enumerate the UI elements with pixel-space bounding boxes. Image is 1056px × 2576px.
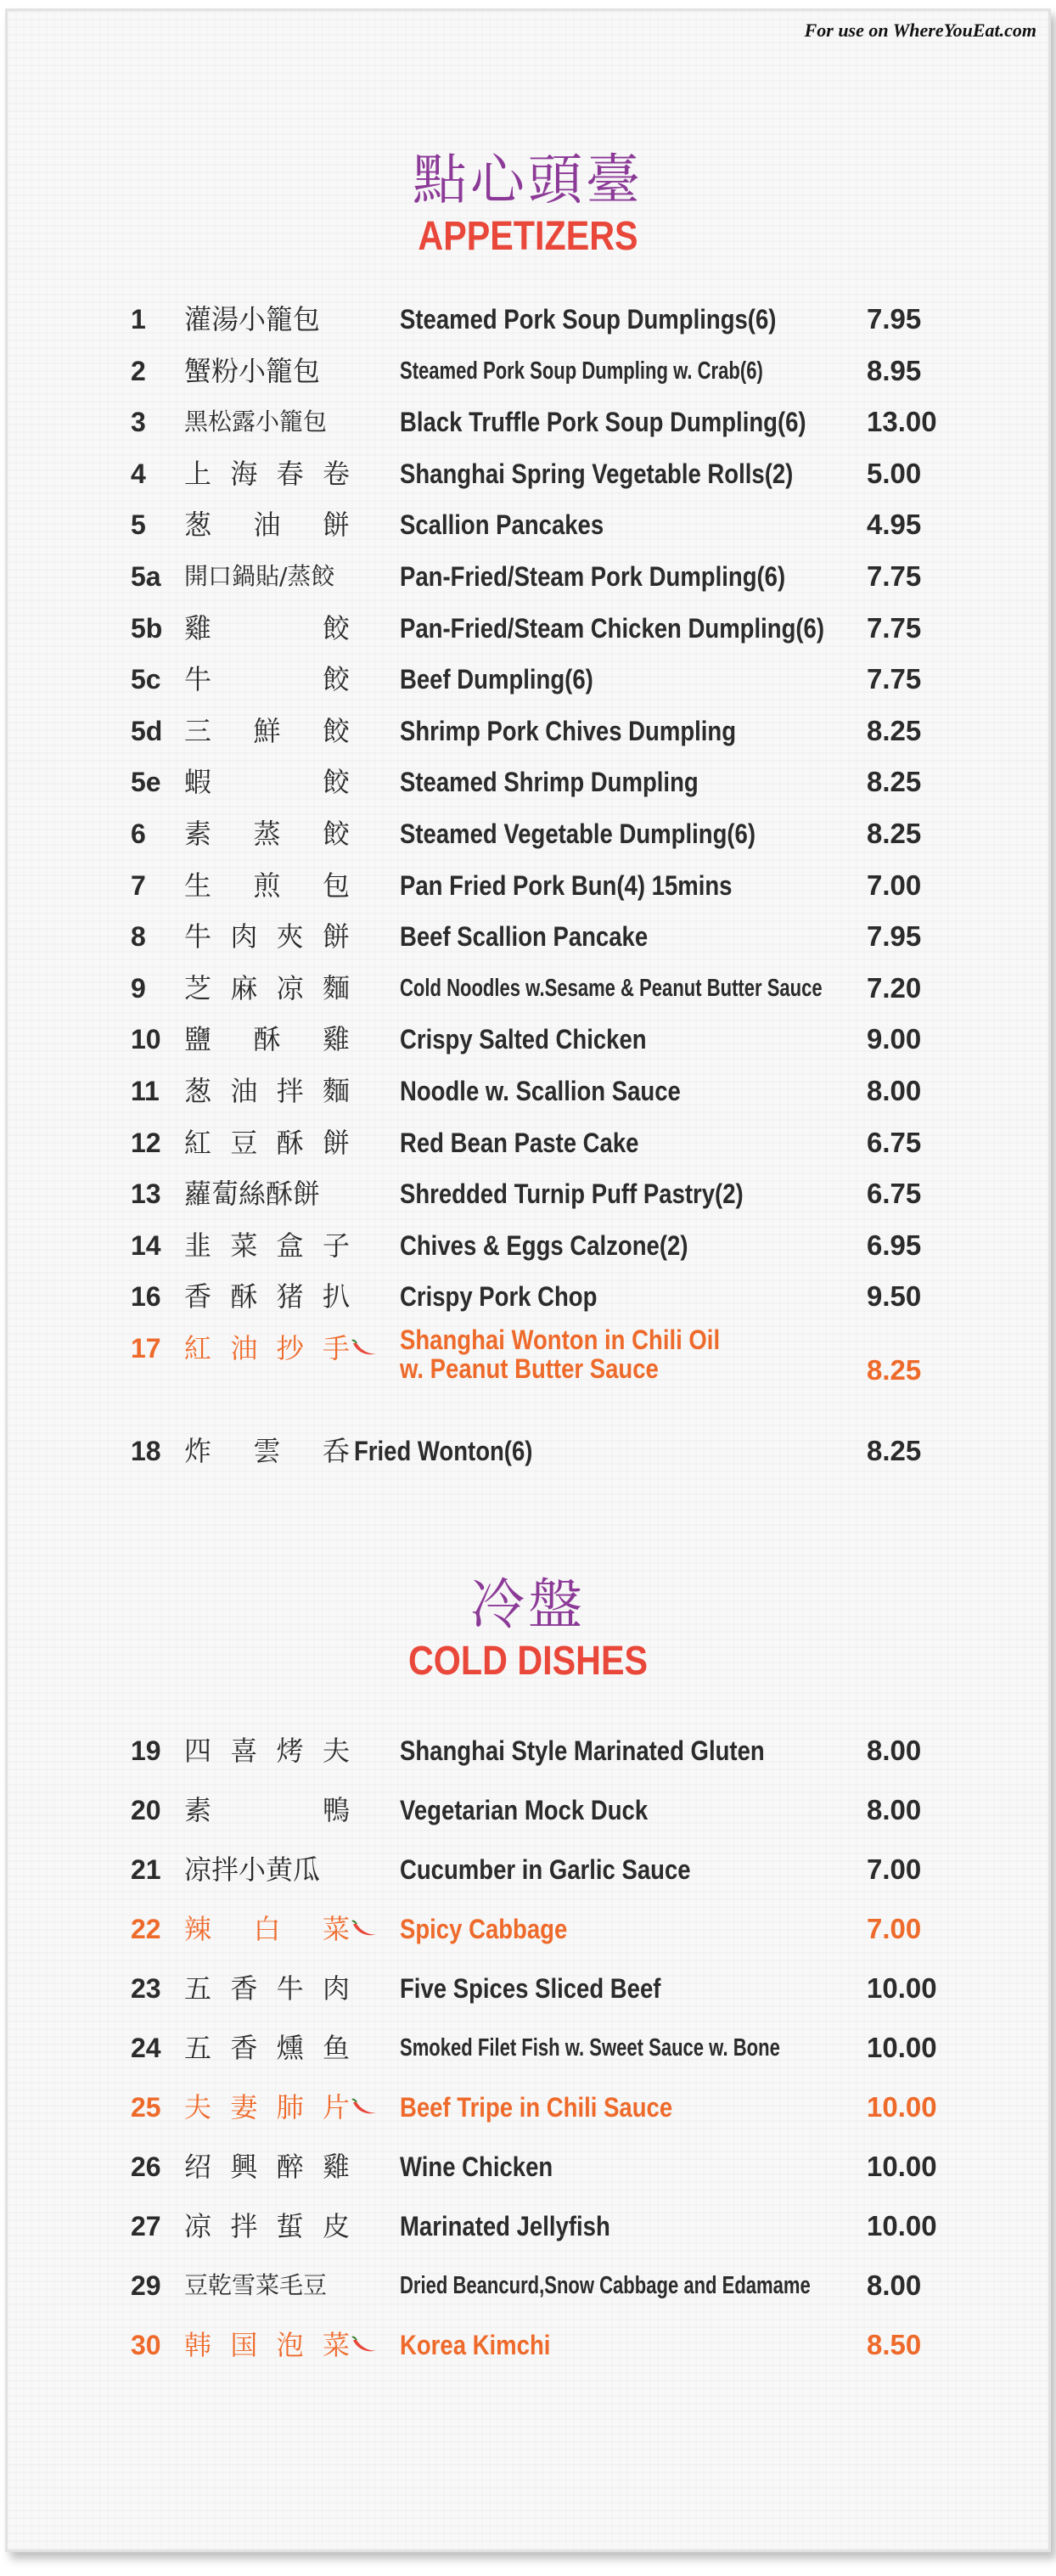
menu-item	[8, 1170, 1048, 1218]
menu-item	[8, 2024, 1048, 2072]
menu-item	[8, 1965, 1048, 2012]
item-price: 6.95	[867, 1229, 922, 1261]
item-number: 9	[131, 972, 146, 1004]
item-name-en: Steamed Pork Soup Dumplings(6)	[400, 304, 777, 335]
item-price: 13.00	[867, 406, 937, 438]
item-number: 5	[131, 509, 146, 541]
item-name-zh: 蘿蔔絲酥餅	[184, 1178, 321, 1211]
item-price: 10.00	[867, 1972, 937, 2004]
menu-item	[8, 2143, 1048, 2191]
menu-item	[8, 655, 1048, 703]
item-name-en: Wine Chicken	[400, 2151, 553, 2182]
item-name-en: Vegetarian Mock Duck	[400, 1795, 649, 1825]
item-price: 8.00	[867, 1735, 922, 1766]
item-name-en-line2: w. Peanut Butter Sauce	[400, 1353, 659, 1384]
item-name-en: Shrimp Pork Chives Dumpling	[400, 715, 737, 746]
item-number: 5a	[131, 561, 161, 592]
item-number: 20	[131, 1795, 161, 1825]
item-price: 7.00	[867, 1913, 922, 1944]
item-number: 5c	[131, 664, 161, 695]
item-number: 3	[131, 407, 146, 438]
item-name-en: Steamed Pork Soup Dumpling w. Crab(6)	[400, 357, 763, 385]
menu-item	[8, 2202, 1048, 2250]
item-number: 12	[131, 1127, 161, 1158]
item-number: 16	[131, 1281, 161, 1313]
item-number: 27	[131, 2211, 161, 2241]
chili-pepper-icon	[351, 1338, 380, 1358]
chili-pepper-icon	[351, 1919, 380, 1939]
item-number: 29	[131, 2270, 161, 2301]
menu-item	[8, 1846, 1048, 1893]
item-name-en: Noodle w. Scallion Sauce	[400, 1076, 681, 1106]
item-name-zh: 五 香 燻 鱼	[184, 2032, 350, 2064]
menu-item	[8, 1786, 1048, 1834]
item-price: 9.50	[867, 1280, 922, 1313]
item-price: 8.00	[867, 1794, 922, 1825]
item-name-zh: 葱 油 餅	[184, 509, 350, 542]
item-price: 10.00	[867, 2151, 937, 2182]
chili-pepper-icon	[351, 2097, 380, 2118]
item-price: 6.75	[867, 1126, 922, 1158]
item-name-en: Beef Scallion Pancake	[400, 921, 649, 953]
menu-item	[8, 965, 1048, 1012]
menu-item	[8, 1067, 1048, 1115]
appetizers-title-zh: 點心頭臺	[413, 149, 643, 212]
menu-item	[8, 862, 1048, 909]
item-name-zh: 紅 油 抄 手	[184, 1332, 350, 1364]
item-number: 1	[131, 304, 146, 335]
menu-item	[8, 553, 1048, 600]
item-number: 19	[131, 1735, 161, 1766]
item-price: 9.00	[867, 1023, 922, 1055]
menu-item	[8, 1015, 1048, 1063]
item-name-zh: 上 海 春 卷	[184, 457, 350, 490]
item-name-en: Fried Wonton(6)	[354, 1436, 533, 1466]
item-price: 7.75	[867, 560, 922, 592]
item-price: 8.00	[867, 2269, 922, 2301]
item-name-en: Chives & Eggs Calzone(2)	[400, 1229, 688, 1261]
menu-item	[8, 1427, 1048, 1475]
item-name-en: Shanghai Wonton in Chili Oil	[400, 1325, 721, 1355]
item-name-zh: 五 香 牛 肉	[184, 1972, 350, 2005]
item-name-zh: 蝦 餃	[184, 766, 350, 799]
item-name-zh: 紅 豆 酥 餅	[184, 1126, 350, 1159]
item-name-zh: 牛 餃	[184, 663, 350, 696]
menu-item	[8, 1273, 1048, 1320]
item-price: 8.25	[867, 766, 922, 798]
menu-item	[8, 2262, 1048, 2309]
item-name-zh: 韩 国 泡 菜	[184, 2329, 350, 2361]
item-number: 21	[131, 1854, 161, 1885]
item-name-zh: 牛 肉 夾 餅	[184, 920, 350, 953]
item-name-en: Pan-Fried/Steam Pork Dumpling(6)	[400, 561, 786, 592]
item-price: 5.00	[867, 457, 922, 489]
menu-item	[8, 398, 1048, 446]
item-name-en: Dried Beancurd,Snow Cabbage and Edamame	[400, 2272, 811, 2299]
item-name-en: Shredded Turnip Puff Pastry(2)	[400, 1178, 744, 1210]
item-number: 7	[131, 869, 146, 901]
item-price: 8.25	[867, 1354, 922, 1386]
menu-item	[8, 605, 1048, 652]
item-name-zh: 绍 興 醉 雞	[184, 2151, 350, 2183]
menu-item	[8, 2084, 1048, 2131]
item-name-zh: 芝 麻 凉 麵	[184, 971, 350, 1004]
item-name-en: Black Truffle Pork Soup Dumpling(6)	[400, 407, 806, 438]
item-number: 8	[131, 921, 146, 953]
item-price: 8.25	[867, 714, 922, 746]
item-name-en: Pan Fried Pork Bun(4) 15mins	[400, 869, 733, 901]
item-number: 6	[131, 818, 146, 849]
item-price: 7.95	[867, 303, 922, 335]
menu-item	[8, 707, 1048, 755]
item-name-zh: 鹽 酥 雞	[184, 1023, 350, 1056]
cold-dishes-title-en: COLD DISHES	[407, 1639, 649, 1684]
item-name-en: Steamed Shrimp Dumpling	[400, 767, 699, 798]
item-price: 10.00	[867, 2210, 937, 2241]
menu-page	[5, 8, 1051, 2552]
menu-item	[8, 1325, 1048, 1386]
item-price: 8.00	[867, 1075, 922, 1106]
menu-item	[8, 913, 1048, 960]
item-name-zh: 黑松露小籠包	[184, 408, 328, 436]
item-name-zh: 三 鮮 餃	[184, 714, 350, 747]
menu-item	[8, 1222, 1048, 1269]
item-price: 6.75	[867, 1178, 922, 1210]
item-name-en: Smoked Filet Fish w. Sweet Sauce w. Bone	[400, 2034, 780, 2061]
menu-item	[8, 758, 1048, 806]
item-name-zh: 雞 餃	[184, 611, 350, 644]
item-name-en: Pan-Fried/Steam Chicken Dumpling(6)	[400, 612, 825, 644]
item-price: 10.00	[867, 2091, 937, 2123]
item-number: 4	[131, 458, 146, 489]
item-price: 8.25	[867, 1435, 922, 1466]
item-number: 22	[131, 1914, 161, 1944]
item-price: 7.95	[867, 920, 922, 953]
appetizers-header	[8, 149, 1048, 261]
item-name-en: Red Bean Paste Cake	[400, 1127, 639, 1158]
item-price: 7.00	[867, 869, 922, 901]
item-number: 26	[131, 2151, 161, 2182]
menu-item	[8, 1119, 1048, 1167]
item-number: 11	[131, 1076, 160, 1106]
item-number: 17	[131, 1333, 161, 1364]
item-price: 8.95	[867, 354, 922, 386]
item-name-zh: 夫 妻 肺 片	[184, 2091, 350, 2123]
menu-item	[8, 501, 1048, 548]
item-name-zh: 灌湯小籠包	[184, 303, 321, 335]
item-name-zh: 炸 雲 呑	[184, 1435, 350, 1467]
item-number: 13	[131, 1178, 161, 1210]
item-name-en: Cold Noodles w.Sesame & Peanut Butter Sauce	[400, 974, 823, 1002]
menu-item	[8, 347, 1048, 395]
item-name-zh: 香 酥 猪 扒	[184, 1280, 350, 1313]
item-name-en: Cucumber in Garlic Sauce	[400, 1854, 691, 1885]
item-price: 10.00	[867, 2032, 937, 2063]
menu-item	[8, 1905, 1048, 1953]
item-name-zh: 凉拌小黄瓜	[184, 1853, 321, 1886]
item-number: 30	[131, 2330, 161, 2360]
item-name-en: Shanghai Spring Vegetable Rolls(2)	[400, 458, 794, 489]
item-name-en: Beef Tripe in Chili Sauce	[400, 2092, 673, 2123]
item-price: 7.20	[867, 971, 922, 1004]
item-name-en: Crispy Salted Chicken	[400, 1024, 647, 1055]
item-name-en: Scallion Pancakes	[400, 509, 604, 541]
item-name-zh: 豆乾雪菜毛豆	[184, 2271, 328, 2299]
item-number: 14	[131, 1229, 161, 1261]
menu-item	[8, 295, 1048, 343]
watermark: For use on WhereYouEat.com	[804, 20, 1036, 41]
menu-item	[8, 810, 1048, 858]
item-number: 5e	[131, 767, 161, 798]
item-price: 8.25	[867, 818, 922, 849]
item-price: 7.75	[867, 611, 922, 644]
item-number: 18	[131, 1436, 161, 1466]
item-price: 8.50	[867, 2329, 922, 2360]
item-name-zh: 葱 油 拌 麵	[184, 1075, 350, 1107]
menu-item	[8, 450, 1048, 498]
item-name-en: Spicy Cabbage	[400, 1914, 568, 1944]
item-number: 24	[131, 2033, 161, 2063]
item-name-en: Steamed Vegetable Dumpling(6)	[400, 818, 756, 849]
appetizers-title-en: APPETIZERS	[418, 214, 638, 259]
cold-dishes-header	[8, 1573, 1048, 1685]
item-number: 5b	[131, 612, 163, 644]
item-name-en: Shanghai Style Marinated Gluten	[400, 1735, 765, 1766]
item-number: 25	[131, 2092, 161, 2123]
item-name-zh: 素 鴨	[184, 1794, 350, 1826]
item-price: 4.95	[867, 509, 922, 541]
item-name-en: Beef Dumpling(6)	[400, 664, 593, 695]
cold-dishes-title-zh: 冷盤	[470, 1574, 586, 1637]
chili-pepper-icon	[351, 2335, 380, 2355]
menu-item	[8, 2321, 1048, 2369]
item-name-zh: 生 煎 包	[184, 869, 350, 902]
item-name-zh: 素 蒸 餃	[184, 818, 350, 850]
item-name-zh: 蟹粉小籠包	[184, 354, 321, 387]
item-price: 7.75	[867, 663, 922, 695]
item-number: 10	[131, 1024, 161, 1055]
item-name-zh: 開口鍋貼/蒸餃	[184, 562, 335, 590]
item-name-en: Korea Kimchi	[400, 2330, 551, 2360]
item-number: 5d	[131, 715, 163, 746]
item-name-zh: 四 喜 烤 夫	[184, 1735, 350, 1767]
menu-item	[8, 1727, 1048, 1775]
item-name-en: Crispy Pork Chop	[400, 1281, 598, 1313]
item-name-zh: 凉 拌 蜇 皮	[184, 2210, 350, 2242]
item-name-en: Marinated Jellyfish	[400, 2211, 610, 2241]
item-number: 2	[131, 355, 146, 386]
item-name-zh: 辣 白 菜	[184, 1913, 350, 1945]
item-name-en: Five Spices Sliced Beef	[400, 1973, 661, 2004]
item-number: 23	[131, 1973, 161, 2004]
item-name-zh: 韭 菜 盒 子	[184, 1229, 350, 1262]
item-price: 7.00	[867, 1853, 922, 1885]
